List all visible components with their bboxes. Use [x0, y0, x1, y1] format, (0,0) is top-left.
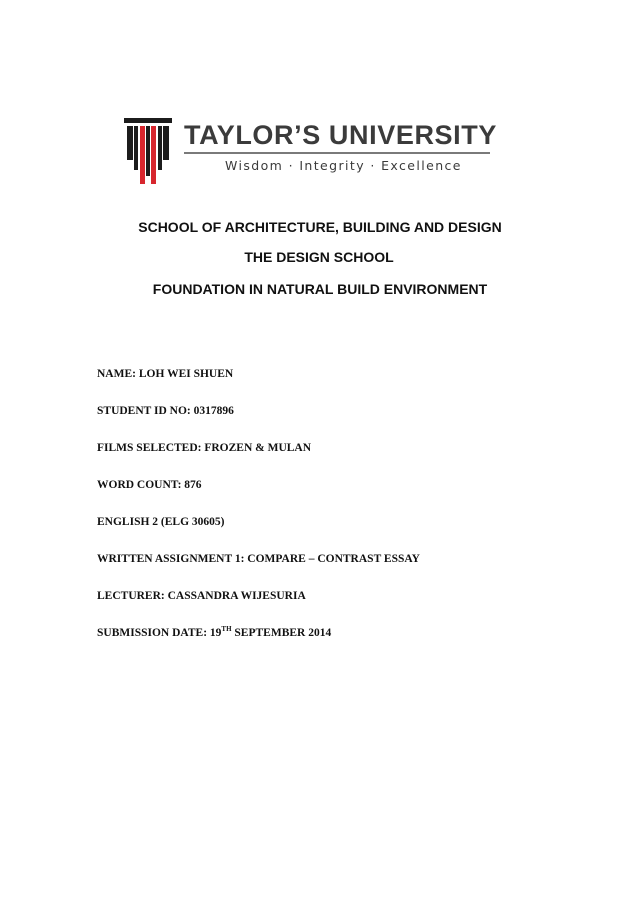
assignment-title: WRITTEN ASSIGNMENT 1: COMPARE – CONTRAST ESSAY — [97, 553, 420, 565]
submission-date — [97, 625, 331, 641]
submission-date-ordinal: TH — [221, 625, 232, 633]
school-heading: SCHOOL OF ARCHITECTURE, BUILDING AND DESIGN — [138, 219, 502, 235]
taylors-emblem-icon — [124, 118, 172, 184]
logo-divider — [184, 152, 490, 154]
university-tagline: Wisdom · Integrity · Excellence — [225, 158, 462, 173]
student-id: STUDENT ID NO: 0317896 — [97, 405, 234, 417]
lecturer-name: LECTURER: CASSANDRA WIJESURIA — [97, 590, 306, 602]
films-selected: FILMS SELECTED: FROZEN & MULAN — [97, 442, 312, 454]
university-name: TAYLOR’S UNIVERSITY — [184, 120, 497, 150]
course-code: ENGLISH 2 (ELG 30605) — [97, 516, 225, 528]
design-school-heading: THE DESIGN SCHOOL — [244, 249, 394, 265]
submission-date-prefix: SUBMISSION DATE: 19 — [97, 627, 222, 639]
foundation-heading: FOUNDATION IN NATURAL BUILD ENVIRONMENT — [152, 281, 488, 297]
submission-date-suffix: SEPTEMBER 2014 — [231, 627, 332, 639]
word-count: WORD COUNT: 876 — [97, 479, 202, 491]
university-logo — [124, 118, 497, 186]
student-name: NAME: LOH WEI SHUEN — [97, 368, 234, 380]
